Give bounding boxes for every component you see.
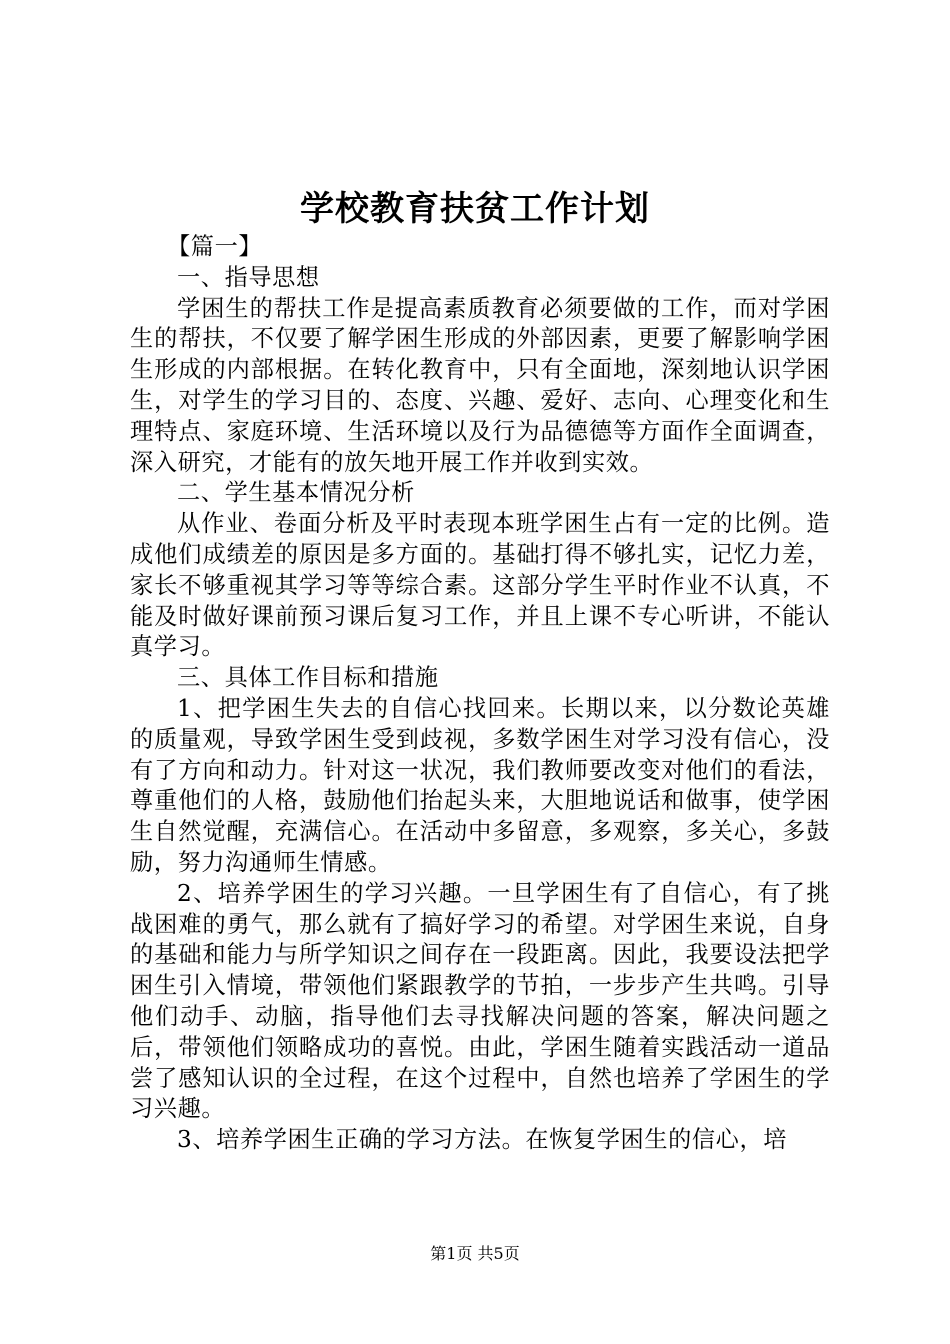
paragraph-student-analysis: 从作业、卷面分析及平时表现本班学困生占有一定的比例。造成他们成绩差的原因是多方面的。基础打得不够扎实，记忆力差，家长不够重视其学习等等综合素。这部分学生平时作业不认真，不能及时做好课前预习课后复习工作，并且上课不专心听讲，不能认真学习。 (130, 510, 830, 661)
paragraph-measure-3: 3、培养学困生正确的学习方法。在恢复学困生的信心，培 (177, 1126, 788, 1154)
section-label: 【篇一】 (167, 233, 263, 260)
document-title: 学校教育扶贫工作计划 (300, 189, 650, 229)
paragraph-measure-2: 2、培养学困生的学习兴趣。一旦学困生有了自信心，有了挑战困难的勇气，那么就有了搞好学习的希望。对学困生来说，自身的基础和能力与所学知识之间存在一段距离。因此，我要设法把学困生引入情境，带领他们紧跟教学的节拍，一步步产生共鸣。引导他们动手、动脑，指导他们去寻找解决问题的答案，解决问题之后，带领他们领略成功的喜悦。由此，学困生随着实践活动一道品尝了感知认识的全过程，在这个过程中，自然也培养了学困生的学习兴趣。 (130, 879, 830, 1123)
page-footer: 第1页 共5页 (430, 1244, 520, 1263)
paragraph-measure-1: 1、把学困生失去的自信心找回来。长期以来，以分数论英雄的质量观，导致学困生受到歧视，多数学困生对学习没有信心，没有了方向和动力。针对这一状况，我们教师要改变对他们的看法，尊重他们的人格，鼓励他们抬起头来，大胆地说话和做事，使学困生自然觉醒，充满信心。在活动中多留意，多观察，多关心，多鼓励，努力沟通师生情感。 (130, 694, 830, 876)
paragraph-guiding-ideology: 学困生的帮扶工作是提高素质教育必须要做的工作，而对学困生的帮扶，不仅要了解学困生形成的外部因素，更要了解影响学困生形成的内部根据。在转化教育中，只有全面地，深刻地认识学困生，对学生的学习目的、态度、兴趣、爱好、志向、心理变化和生理特点、家庭环境、生活环境以及行为品德德等方面作全面调查，深入研究，才能有的放矢地开展工作并收到实效。 (130, 294, 830, 476)
section-heading-goals-measures: 三、具体工作目标和措施 (177, 664, 439, 692)
section-heading-student-analysis: 二、学生基本情况分析 (177, 479, 415, 507)
document-body (130, 232, 830, 1156)
section-heading-guiding-ideology: 一、指导思想 (177, 263, 320, 291)
